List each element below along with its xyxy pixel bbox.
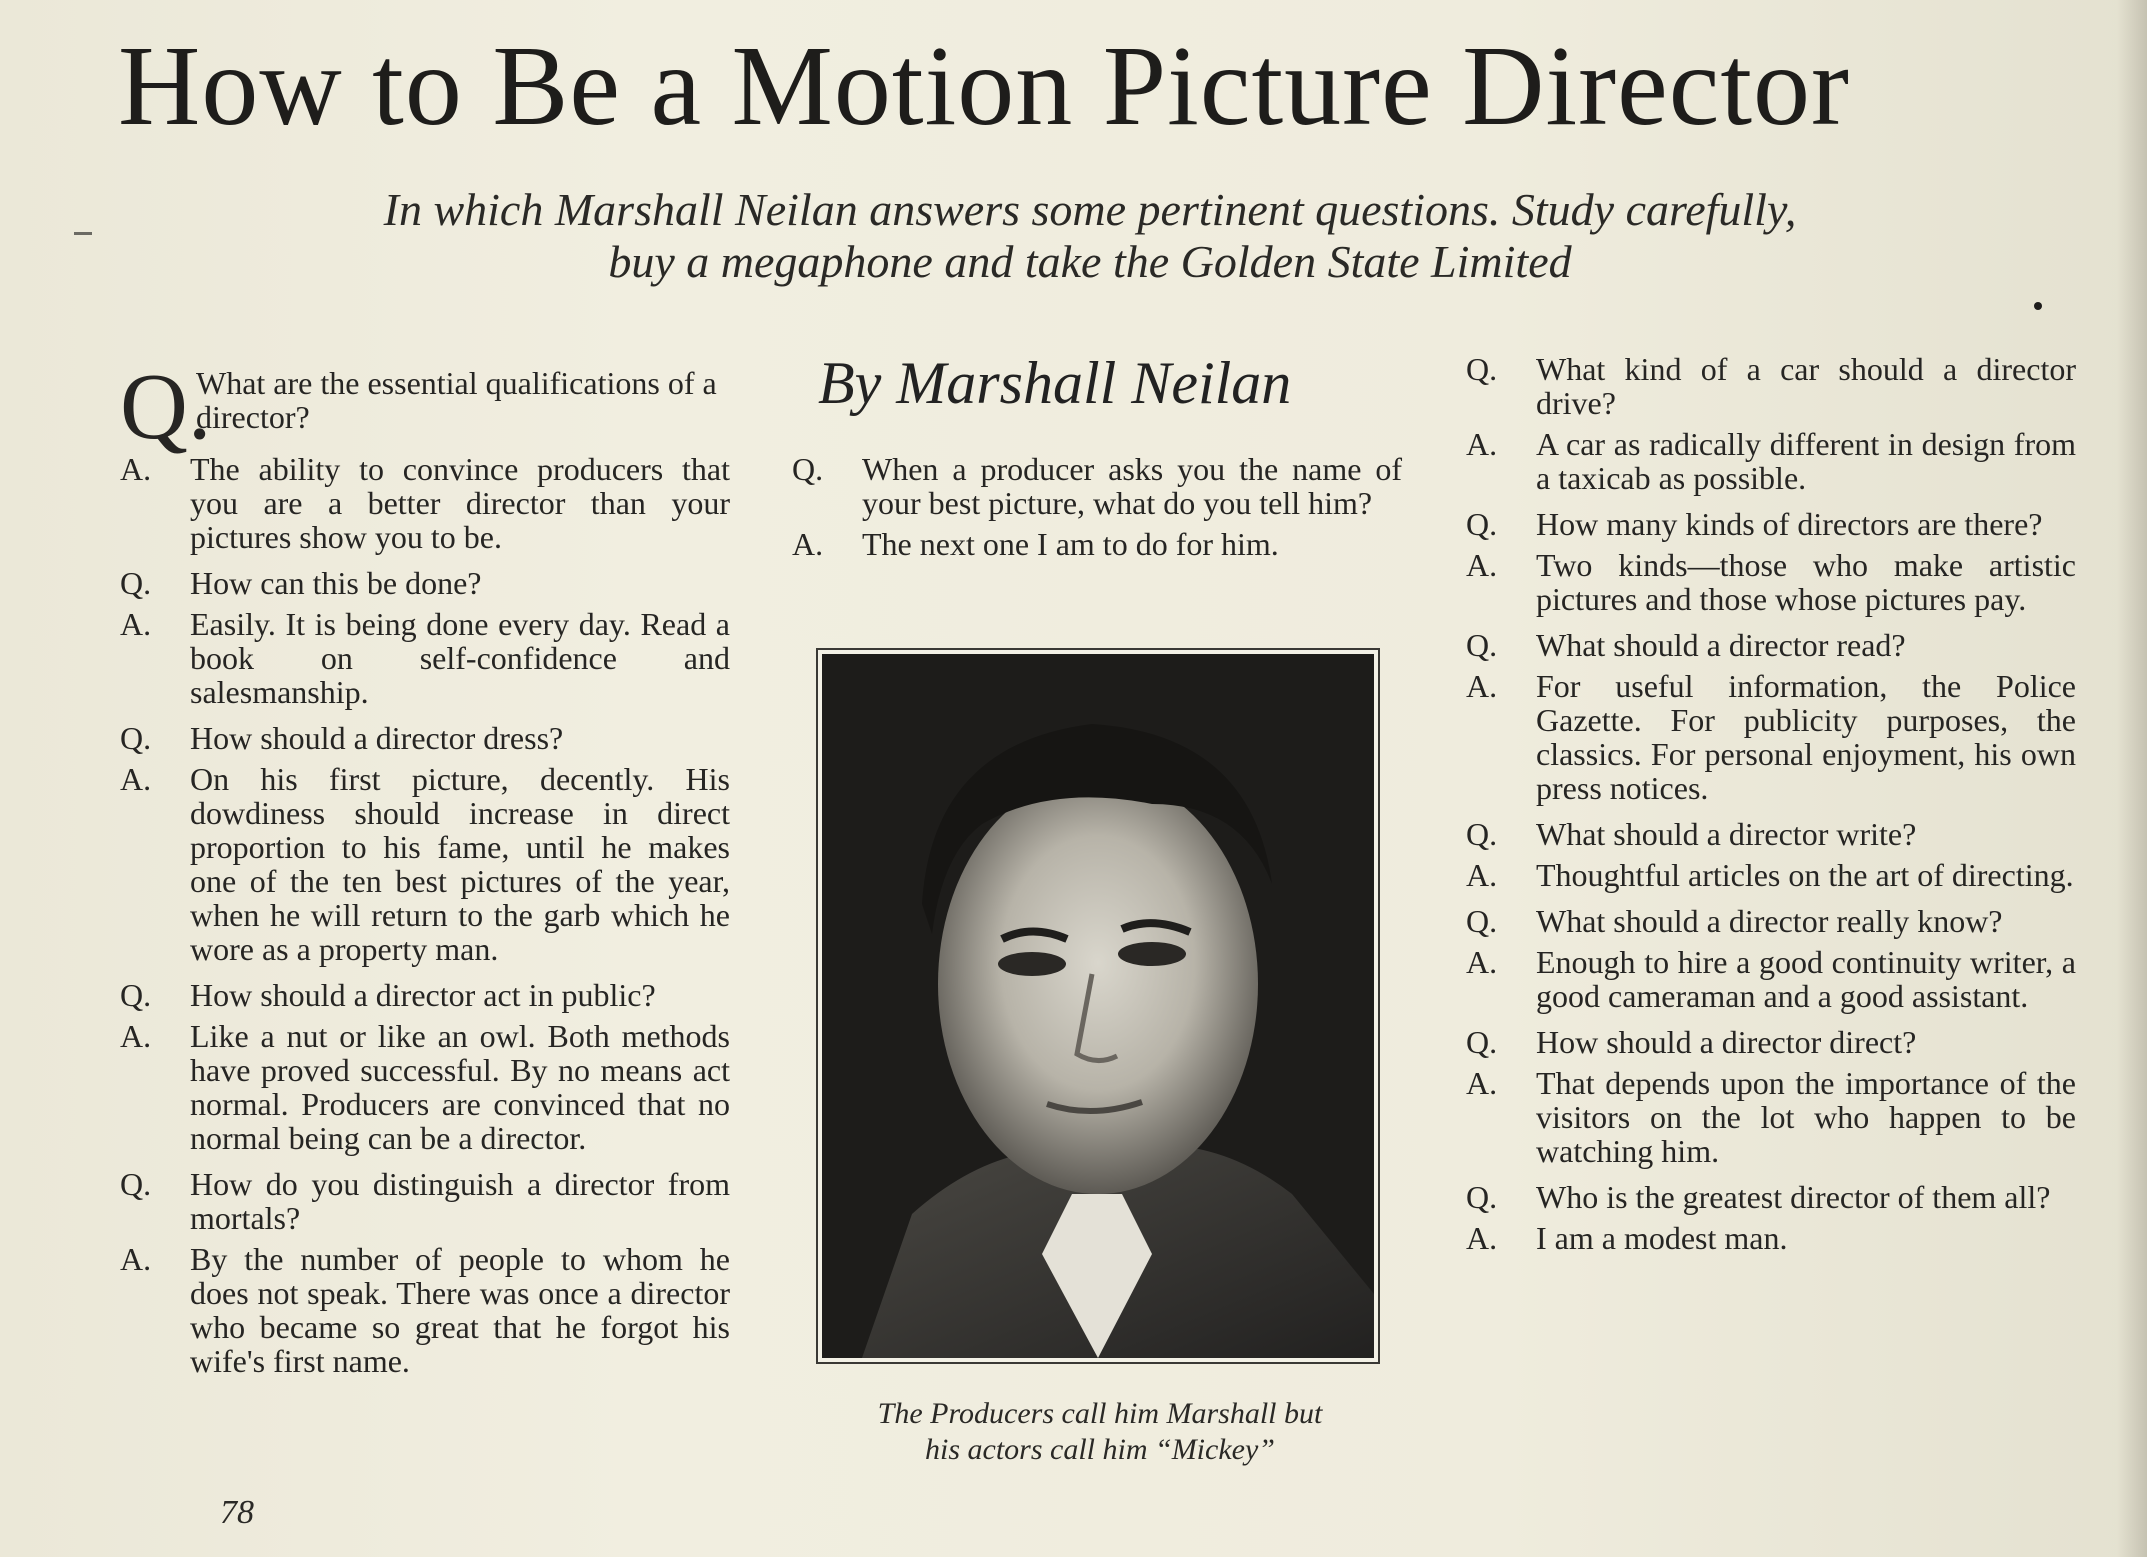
question-marker: Q. bbox=[1466, 903, 1498, 939]
qa-question bbox=[792, 452, 1402, 520]
qa-answer bbox=[120, 452, 730, 554]
answer-text: I am a modest man. bbox=[1536, 1220, 1788, 1256]
ink-dot bbox=[2034, 302, 2042, 310]
qa-question bbox=[120, 566, 730, 600]
question-marker: Q. bbox=[1466, 1179, 1498, 1215]
answer-text: Enough to hire a good continuity writer, a good cameraman and a good assistant. bbox=[1536, 944, 2076, 1014]
qa-question bbox=[120, 1167, 730, 1235]
question-marker: Q. bbox=[1466, 1024, 1498, 1060]
subtitle-line-1: In which Marshall Neilan answers some pertinent questions. Study carefully, bbox=[383, 184, 1797, 235]
answer-marker: A. bbox=[1466, 426, 1498, 462]
answer-text: Easily. It is being done every day. Read a book on self-confidence and salesmanship. bbox=[190, 606, 730, 710]
question-marker: Q. bbox=[1466, 351, 1498, 387]
qa-question bbox=[1466, 1180, 2076, 1214]
photo-caption bbox=[810, 1396, 1390, 1468]
qa-question bbox=[120, 978, 730, 1012]
question-text: What should a director really know? bbox=[1536, 903, 2003, 939]
answer-marker: A. bbox=[120, 1018, 152, 1054]
qa-question bbox=[120, 721, 730, 755]
qa-answer bbox=[1466, 1066, 2076, 1168]
page-edge-shadow bbox=[2117, 0, 2147, 1557]
answer-text: By the number of people to whom he does not speak. There was once a director who became so great that he forgot his wife's first name. bbox=[190, 1241, 730, 1379]
answer-marker: A. bbox=[1466, 1065, 1498, 1101]
qa-answer bbox=[120, 607, 730, 709]
question-marker: Q. bbox=[120, 720, 152, 756]
question-text: What kind of a car should a director drive? bbox=[1536, 351, 2076, 421]
answer-marker: A. bbox=[1466, 1220, 1498, 1256]
qa-question-first bbox=[120, 355, 730, 459]
question-text: How can this be done? bbox=[190, 565, 482, 601]
question-marker: Q. bbox=[120, 977, 152, 1013]
answer-text: A car as radically different in design from a taxicab as possible. bbox=[1536, 426, 2076, 496]
question-text: How should a director dress? bbox=[190, 720, 564, 756]
question-marker: Q. bbox=[792, 451, 824, 487]
answer-text: Like a nut or like an owl. Both methods have proved successful. By no means act normal. Producers are convinced that no normal being can be a director. bbox=[190, 1018, 730, 1156]
answer-marker: A. bbox=[120, 761, 152, 797]
article-title: How to Be a Motion Picture Director bbox=[118, 22, 1850, 149]
drop-cap-q: Q. bbox=[120, 355, 212, 459]
qa-answer bbox=[792, 527, 1402, 561]
question-marker: Q. bbox=[120, 1166, 152, 1202]
qa-answer bbox=[1466, 945, 2076, 1013]
author-byline: By Marshall Neilan bbox=[818, 350, 1292, 416]
qa-question bbox=[1466, 352, 2076, 420]
question-text: How should a director direct? bbox=[1536, 1024, 1917, 1060]
left-column bbox=[120, 355, 730, 1385]
answer-marker: A. bbox=[120, 451, 152, 487]
answer-text: For useful information, the Police Gazette. For publicity purposes, the classics. For personal enjoyment, his own press notices. bbox=[1536, 668, 2076, 806]
question-text: What should a director read? bbox=[1536, 627, 1906, 663]
question-text: When a producer asks you the name of your best picture, what do you tell him? bbox=[862, 451, 1402, 521]
answer-text: That depends upon the importance of the visitors on the lot who happen to be watching him. bbox=[1536, 1065, 2076, 1169]
question-marker: Q. bbox=[1466, 506, 1498, 542]
answer-marker: A. bbox=[120, 1241, 152, 1277]
article-subtitle bbox=[240, 184, 1940, 288]
question-text: How do you distinguish a director from mortals? bbox=[190, 1166, 730, 1236]
qa-question bbox=[1466, 628, 2076, 662]
answer-marker: A. bbox=[792, 526, 824, 562]
question-marker: Q. bbox=[1466, 816, 1498, 852]
answer-marker: A. bbox=[1466, 668, 1498, 704]
right-column bbox=[1466, 352, 2076, 1262]
middle-column bbox=[792, 452, 1402, 568]
answer-text: On his first picture, decently. His dowdiness should increase in direct proportion to his fame, until he makes one of the ten best pictures of the year, when he will return to the garb which he wore as a property man. bbox=[190, 761, 730, 967]
portrait-illustration bbox=[822, 654, 1374, 1358]
margin-mark bbox=[74, 232, 92, 235]
qa-answer bbox=[1466, 858, 2076, 892]
qa-answer bbox=[120, 762, 730, 966]
subtitle-line-2: buy a megaphone and take the Golden State Limited bbox=[608, 236, 1572, 287]
question-marker: Q. bbox=[120, 565, 152, 601]
page-number: 78 bbox=[220, 1494, 254, 1531]
qa-answer bbox=[1466, 548, 2076, 616]
qa-answer bbox=[120, 1242, 730, 1378]
answer-marker: A. bbox=[1466, 857, 1498, 893]
question-text: What are the essential qualifications of a director? bbox=[196, 365, 717, 435]
question-text: Who is the greatest director of them all? bbox=[1536, 1179, 2051, 1215]
answer-text: Two kinds—those who make artistic pictures and those whose pictures pay. bbox=[1536, 547, 2076, 617]
portrait-photo bbox=[822, 654, 1374, 1358]
caption-line-2: his actors call him “Mickey” bbox=[925, 1433, 1275, 1466]
portrait-frame bbox=[816, 648, 1380, 1364]
answer-text: The ability to convince producers that you are a better director than your pictures show you to be. bbox=[190, 451, 730, 555]
qa-question bbox=[1466, 1025, 2076, 1059]
question-text: How many kinds of directors are there? bbox=[1536, 506, 2043, 542]
qa-answer bbox=[1466, 669, 2076, 805]
qa-answer bbox=[1466, 1221, 2076, 1255]
answer-text: The next one I am to do for him. bbox=[862, 526, 1279, 562]
qa-answer bbox=[1466, 427, 2076, 495]
answer-marker: A. bbox=[120, 606, 152, 642]
answer-marker: A. bbox=[1466, 547, 1498, 583]
qa-answer bbox=[120, 1019, 730, 1155]
answer-marker: A. bbox=[1466, 944, 1498, 980]
question-text: How should a director act in public? bbox=[190, 977, 656, 1013]
question-text: What should a director write? bbox=[1536, 816, 1917, 852]
qa-question bbox=[1466, 817, 2076, 851]
caption-line-1: The Producers call him Marshall but bbox=[877, 1397, 1323, 1430]
answer-text: Thoughtful articles on the art of directing. bbox=[1536, 857, 2074, 893]
qa-question bbox=[1466, 904, 2076, 938]
qa-question bbox=[1466, 507, 2076, 541]
question-marker: Q. bbox=[1466, 627, 1498, 663]
